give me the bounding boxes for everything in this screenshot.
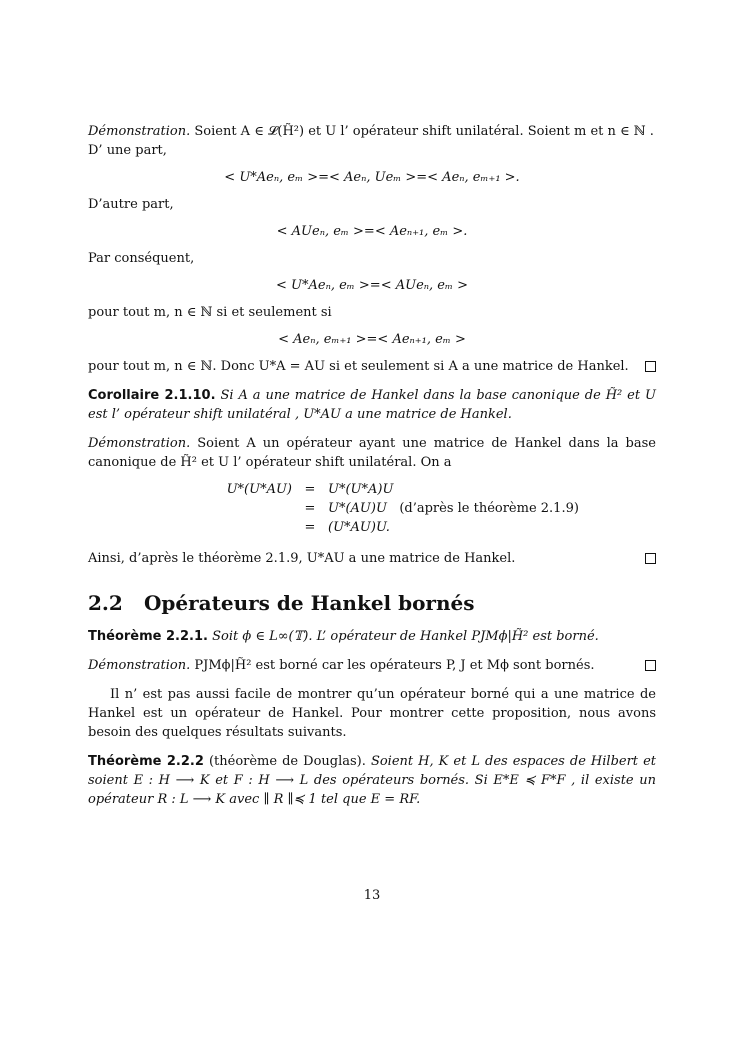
eq-lhs: U*(U*AU) (226, 482, 292, 497)
demo1-other: D’autre part, (88, 197, 174, 212)
eq-rhs (324, 518, 656, 537)
theorem-subtitle: (théorème de Douglas). (208, 754, 366, 769)
equation-4: < Aeₙ, eₘ₊₁ >=< Aeₙ₊₁, eₘ > (278, 332, 466, 347)
demo2-body: Soient A un opérateur ayant une matrice de Hankel dans la base canonique de H̃² et U l’ opérateur shift unilatéral. On a (88, 436, 656, 470)
eq-note: (d’après le théorème 2.1.9) (399, 501, 579, 516)
demo1-conclusion-text: pour tout m, n ∈ ℕ. Donc U*A = AU si et seulement si A a une matrice de Hankel. (88, 359, 629, 374)
demo3 (88, 656, 656, 675)
demo2-label: Démonstration. (88, 436, 191, 451)
demo2-conclusion-text: Ainsi, d’après le théorème 2.1.9, U*AU a une matrice de Hankel. (88, 551, 516, 566)
demo1-intro (88, 122, 656, 160)
equation-array (88, 480, 656, 537)
equation-row (88, 518, 656, 537)
theorem-heading: Théorème 2.2.1. (88, 629, 208, 644)
equation-row (88, 499, 656, 518)
demo1-line1: Soient A ∈ 𝓛(H̃²) et U l’ opérateur shift unilatéral. Soient m et n ∈ ℕ . (194, 124, 654, 139)
body-paragraph: Il n’ est pas aussi facile de montrer qu’un opérateur borné qui a une matrice de Hankel est un opérateur de Hankel. Pour montrer cette proposition, nous avons besoin des quelques résultats suivants. (88, 687, 656, 740)
demo1-forall: pour tout m, n ∈ ℕ si et seulement si (88, 305, 332, 320)
page-body (88, 122, 656, 809)
eq-rhs-text: U*(U*A)U (328, 482, 394, 497)
demo1-consequence: Par conséquent, (88, 251, 195, 266)
eq-rhs-text: (U*AU)U. (328, 520, 390, 535)
theorem-body: Soit ϕ ∈ L∞(𝕋). L’ opérateur de Hankel PJMϕ|H̃² est borné. (212, 629, 599, 644)
section-title: Opérateurs de Hankel bornés (144, 591, 475, 615)
eq-lhs (88, 518, 296, 537)
qed-square-icon (645, 660, 656, 671)
theorem-2-2-2 (88, 752, 656, 809)
demo1-conclusion (88, 357, 656, 376)
corollary-2-1-10 (88, 386, 656, 424)
equation-1: < U*Aeₙ, eₘ >=< Aeₙ, Ueₘ >=< Aeₙ, eₘ₊₁ >. (224, 170, 520, 185)
equation-3: < U*Aeₙ, eₘ >=< AUeₙ, eₘ > (276, 278, 468, 293)
demo2-intro (88, 434, 656, 472)
qed-square-icon (645, 553, 656, 564)
page-number: 13 (363, 888, 381, 903)
demo3-body: PJMϕ|H̃² est borné car les opérateurs P, J et Mϕ sont bornés. (194, 658, 595, 673)
eq-lhs (88, 499, 296, 518)
theorem-2-2-1 (88, 627, 656, 646)
theorem-heading: Théorème 2.2.2 (88, 754, 204, 769)
section-number: 2.2 (88, 591, 123, 615)
equation-2: < AUeₙ, eₘ >=< Aeₙ₊₁, eₘ >. (276, 224, 468, 239)
corollary-body: Si A a une matrice de Hankel dans la base canonique de H̃² et U est l’ opérateur shift unilatéral , U*AU a une matrice de Hankel. (88, 388, 656, 422)
equation-row (88, 480, 656, 499)
eq-op: = (304, 501, 316, 516)
eq-rhs-text: U*(AU)U (328, 501, 387, 516)
qed-square-icon (645, 361, 656, 372)
eq-op: = (304, 520, 316, 535)
corollary-heading: Corollaire 2.1.10. (88, 388, 216, 403)
eq-op: = (304, 482, 316, 497)
eq-rhs (324, 480, 656, 499)
demo2-conclusion (88, 549, 656, 568)
demo1-label: Démonstration. (88, 124, 191, 139)
demo1-line2: D’ une part, (88, 143, 167, 158)
theorem-body: Soient H, K et L des espaces de Hilbert et soient E : H ⟶ K et F : H ⟶ L des opérateurs bornés. Si E*E ≼ F*F , il existe un opérateur R : L ⟶ K avec ∥ R ∥≼ 1 tel que E = RF. (88, 754, 656, 807)
demo3-label: Démonstration. (88, 658, 191, 673)
eq-rhs (324, 499, 656, 518)
section-heading (88, 591, 656, 615)
